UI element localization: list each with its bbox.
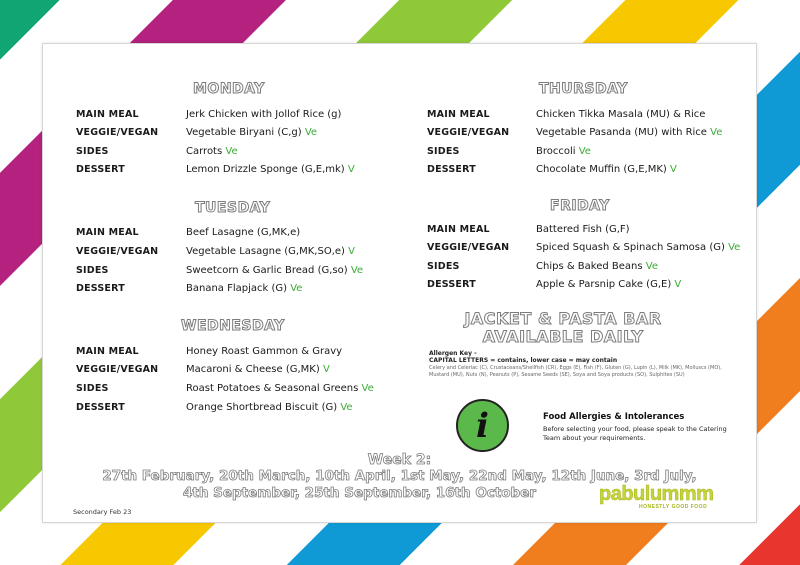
footer-note: Secondary Feb 23 (73, 508, 132, 516)
row-value: Broccoli Ve (536, 146, 591, 157)
row-label: SIDES (76, 383, 109, 394)
week-dates-line-1: 27th February, 20th March, 10th April, 1st May, 22nd May, 12th June, 3rd July, (102, 468, 697, 484)
row-label: SIDES (76, 265, 109, 276)
diet-badge: Ve (728, 242, 741, 253)
row-value: Chips & Baked Beans Ve (536, 261, 659, 272)
row-label: DESSERT (76, 164, 125, 175)
row-value: Beef Lasagne (G,MK,e) (186, 227, 301, 238)
diet-badge: Ve (645, 261, 659, 272)
diet-badge: V (669, 164, 677, 175)
week-title: Week 2: (367, 452, 432, 468)
row-label: MAIN MEAL (427, 109, 490, 120)
day-title-monday: MONDAY (193, 81, 265, 97)
menu-card (43, 44, 756, 522)
row-label: SIDES (76, 146, 109, 157)
jacket-line-1: JACKET & PASTA BAR (464, 309, 662, 328)
allergen-key-title: Allergen Key - (429, 350, 477, 357)
row-label: SIDES (427, 261, 460, 272)
food-allergies-text: Before selecting your food, please speak to the Catering Team about your requirements. (543, 425, 727, 442)
diet-badge: Ve (340, 402, 353, 413)
diet-badge: Ve (290, 283, 303, 294)
row-value: Lemon Drizzle Sponge (G,E,mk) V (186, 164, 355, 175)
food-allergies-title: Food Allergies & Intolerances (543, 412, 685, 422)
row-label: MAIN MEAL (76, 227, 139, 238)
row-label: VEGGIE/VEGAN (427, 127, 510, 138)
row-value: Banana Flapjack (G) Ve (186, 283, 303, 294)
jacket-line-2: AVAILABLE DAILY (482, 327, 644, 346)
row-value: Vegetable Pasanda (MU) with Rice Ve (536, 127, 723, 138)
row-value: Honey Roast Gammon & Gravy (186, 346, 343, 357)
row-value: Vegetable Biryani (C,g) Ve (186, 127, 318, 138)
allergen-key-text: Celery and Celeriac (C), Crustaceans/Shellfish (CR), Eggs (E), Fish (F), Gluten (G), Lupin (L), Milk (MK), Molluscs (MO), Mustard (MU), Nuts (N), Peanuts (P), Sesame Seeds (SE), Soya and Soya products (SO), Sulphites (SU) (429, 365, 722, 378)
row-label: DESSERT (76, 402, 125, 413)
allergen-key-heading (429, 350, 617, 364)
diet-badge: Ve (361, 383, 374, 394)
row-value: Vegetable Lasagne (G,MK,SO,e) V (186, 246, 355, 257)
row-label: DESSERT (427, 279, 476, 290)
diet-badge: Ve (578, 146, 591, 157)
row-value: Apple & Parsnip Cake (G,E) V (536, 279, 682, 290)
diet-badge: V (674, 279, 682, 290)
row-value: Spiced Squash & Spinach Samosa (G) Ve (536, 242, 741, 253)
diet-badge: Ve (350, 265, 364, 276)
pabulummm-logo (599, 484, 713, 510)
row-value: Orange Shortbread Biscuit (G) Ve (186, 402, 353, 413)
diet-badge: Ve (710, 127, 723, 138)
row-label: VEGGIE/VEGAN (427, 242, 510, 253)
day-title-thursday: THURSDAY (539, 81, 628, 97)
row-label: VEGGIE/VEGAN (76, 127, 159, 138)
row-value: Macaroni & Cheese (G,MK) V (186, 364, 330, 375)
row-label: VEGGIE/VEGAN (76, 364, 159, 375)
diet-badge: V (322, 364, 330, 375)
row-value: Chicken Tikka Masala (MU) & Rice (536, 109, 706, 120)
logo-tagline: HONESTLY GOOD FOOD (639, 504, 708, 510)
row-label: VEGGIE/VEGAN (76, 246, 159, 257)
row-value: Chocolate Muffin (G,E,MK) V (536, 164, 677, 175)
row-value: Sweetcorn & Garlic Bread (G,so) Ve (186, 265, 364, 276)
row-value: Jerk Chicken with Jollof Rice (g) (186, 109, 342, 120)
row-label: MAIN MEAL (76, 109, 139, 120)
day-title-wednesday: WEDNESDAY (181, 318, 285, 334)
logo-name: pabulummm (599, 483, 714, 505)
info-icon (456, 399, 509, 452)
jacket-pasta-banner (443, 310, 683, 346)
row-label: MAIN MEAL (76, 346, 139, 357)
row-label: SIDES (427, 146, 460, 157)
diet-badge: Ve (225, 146, 238, 157)
allergen-key-subtitle: CAPITAL LETTERS = contains, lower case = may contain (429, 357, 618, 364)
diet-badge: Ve (304, 127, 318, 138)
row-value: Roast Potatoes & Seasonal Greens Ve (186, 383, 374, 394)
week-dates-line-2: 4th September, 25th September, 16th October (182, 485, 537, 501)
day-title-friday: FRIDAY (550, 198, 610, 214)
diet-badge: V (347, 164, 355, 175)
row-label: DESSERT (76, 283, 125, 294)
row-value: Carrots Ve (186, 146, 238, 157)
row-value: Battered Fish (G,F) (536, 224, 630, 235)
info-icon-glyph: i (476, 405, 489, 446)
row-label: DESSERT (427, 164, 476, 175)
row-label: MAIN MEAL (427, 224, 490, 235)
day-title-tuesday: TUESDAY (195, 200, 271, 216)
diet-badge: V (348, 246, 355, 257)
